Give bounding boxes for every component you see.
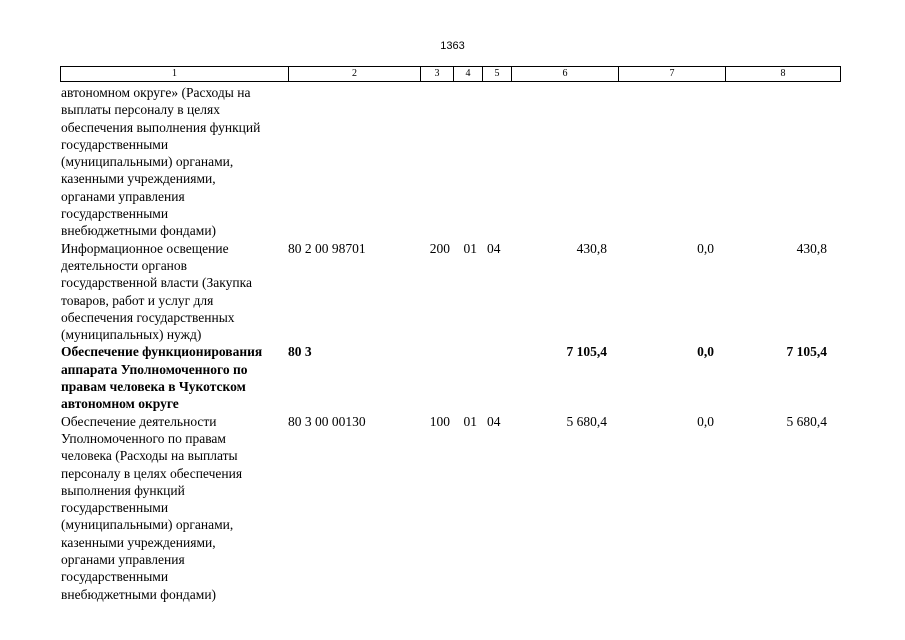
description-line: государственными bbox=[61, 206, 169, 222]
description-line: казенными учреждениями, bbox=[61, 171, 216, 187]
description-line: выплаты персоналу в целях bbox=[61, 102, 220, 118]
row-code: 80 3 00 00130 bbox=[288, 413, 366, 429]
row-value-col7: 0,0 bbox=[697, 344, 714, 360]
row-subsection bbox=[482, 84, 511, 240]
description-line: Уполномоченного по правам bbox=[61, 430, 226, 446]
row-value-col8 bbox=[714, 84, 827, 240]
row-value-col7: 0,0 bbox=[697, 413, 714, 429]
description-line: органами управления bbox=[61, 552, 185, 568]
description-line: казенными учреждениями, bbox=[61, 534, 216, 550]
row-value-col8: 430,8 bbox=[796, 240, 827, 256]
description-line: автономном округе» (Расходы на bbox=[61, 85, 251, 100]
description-line: внебюджетными фондами) bbox=[61, 223, 217, 239]
header-col-2: 2 bbox=[289, 67, 421, 81]
description-line: товаров, работ и услуг для bbox=[61, 292, 214, 308]
row-section: 01 bbox=[463, 413, 477, 429]
description-line: внебюджетными фондами) bbox=[61, 586, 217, 602]
description-line: государственными bbox=[61, 500, 169, 516]
row-section: 01 bbox=[463, 240, 477, 256]
description-line: персоналу в целях обеспечения bbox=[61, 465, 243, 481]
description-line: правам человека в Чукотском bbox=[61, 379, 246, 395]
header-col-6: 6 bbox=[512, 67, 619, 81]
table-row bbox=[60, 413, 827, 603]
description-line: государственными bbox=[61, 136, 169, 152]
table-row bbox=[60, 343, 827, 412]
row-section bbox=[453, 84, 482, 240]
row-value-col7: 0,0 bbox=[697, 240, 714, 256]
row-value-col6: 5 680,4 bbox=[566, 413, 607, 429]
row-value-col6: 430,8 bbox=[576, 240, 607, 256]
row-code bbox=[288, 84, 420, 240]
description-line: Обеспечение функционирования bbox=[61, 344, 263, 360]
row-subsection: 04 bbox=[487, 240, 501, 256]
row-expense-type: 100 bbox=[429, 413, 450, 429]
header-col-5: 5 bbox=[483, 67, 512, 81]
table-row bbox=[60, 84, 827, 240]
description-line: Информационное освещение bbox=[61, 240, 229, 256]
row-value-col6 bbox=[511, 84, 607, 240]
description-line: (муниципальными) органами, bbox=[61, 154, 234, 170]
header-col-7: 7 bbox=[619, 67, 726, 81]
row-value-col6: 7 105,4 bbox=[566, 344, 607, 360]
description-line: государственной власти (Закупка bbox=[61, 275, 252, 291]
row-description bbox=[60, 84, 288, 240]
row-description bbox=[60, 240, 288, 344]
row-expense-type bbox=[420, 343, 453, 412]
row-value-col7 bbox=[607, 84, 714, 240]
row-description bbox=[60, 343, 288, 412]
description-line: автономном округе bbox=[61, 396, 179, 412]
row-code: 80 2 00 98701 bbox=[288, 240, 366, 256]
description-line: аппарата Уполномоченного по bbox=[61, 361, 248, 377]
row-section bbox=[453, 343, 482, 412]
header-col-1: 1 bbox=[61, 67, 289, 81]
table-header bbox=[60, 66, 841, 82]
row-subsection: 04 bbox=[487, 413, 501, 429]
table-body bbox=[60, 84, 827, 603]
description-line: Обеспечение деятельности bbox=[61, 413, 217, 429]
page-number: 1363 bbox=[440, 40, 465, 52]
header-col-8: 8 bbox=[780, 68, 786, 79]
row-expense-type: 200 bbox=[429, 240, 450, 256]
row-description bbox=[60, 413, 288, 603]
row-subsection bbox=[482, 343, 511, 412]
header-col-3: 3 bbox=[421, 67, 454, 81]
header-col-4: 4 bbox=[454, 67, 483, 81]
description-line: (муниципальных) нужд) bbox=[61, 327, 202, 343]
table-row bbox=[60, 240, 827, 344]
description-line: государственными bbox=[61, 569, 169, 585]
description-line: обеспечения выполнения функций bbox=[61, 119, 261, 135]
row-expense-type bbox=[420, 84, 453, 240]
description-line: человека (Расходы на выплаты bbox=[61, 448, 238, 464]
description-line: выполнения функций bbox=[61, 482, 185, 498]
description-line: (муниципальными) органами, bbox=[61, 517, 234, 533]
description-line: органами управления bbox=[61, 188, 185, 204]
row-value-col8: 7 105,4 bbox=[786, 344, 827, 360]
description-line: деятельности органов bbox=[61, 257, 188, 273]
description-line: обеспечения государственных bbox=[61, 309, 235, 325]
row-value-col8: 5 680,4 bbox=[786, 413, 827, 429]
row-code: 80 3 bbox=[288, 344, 312, 360]
